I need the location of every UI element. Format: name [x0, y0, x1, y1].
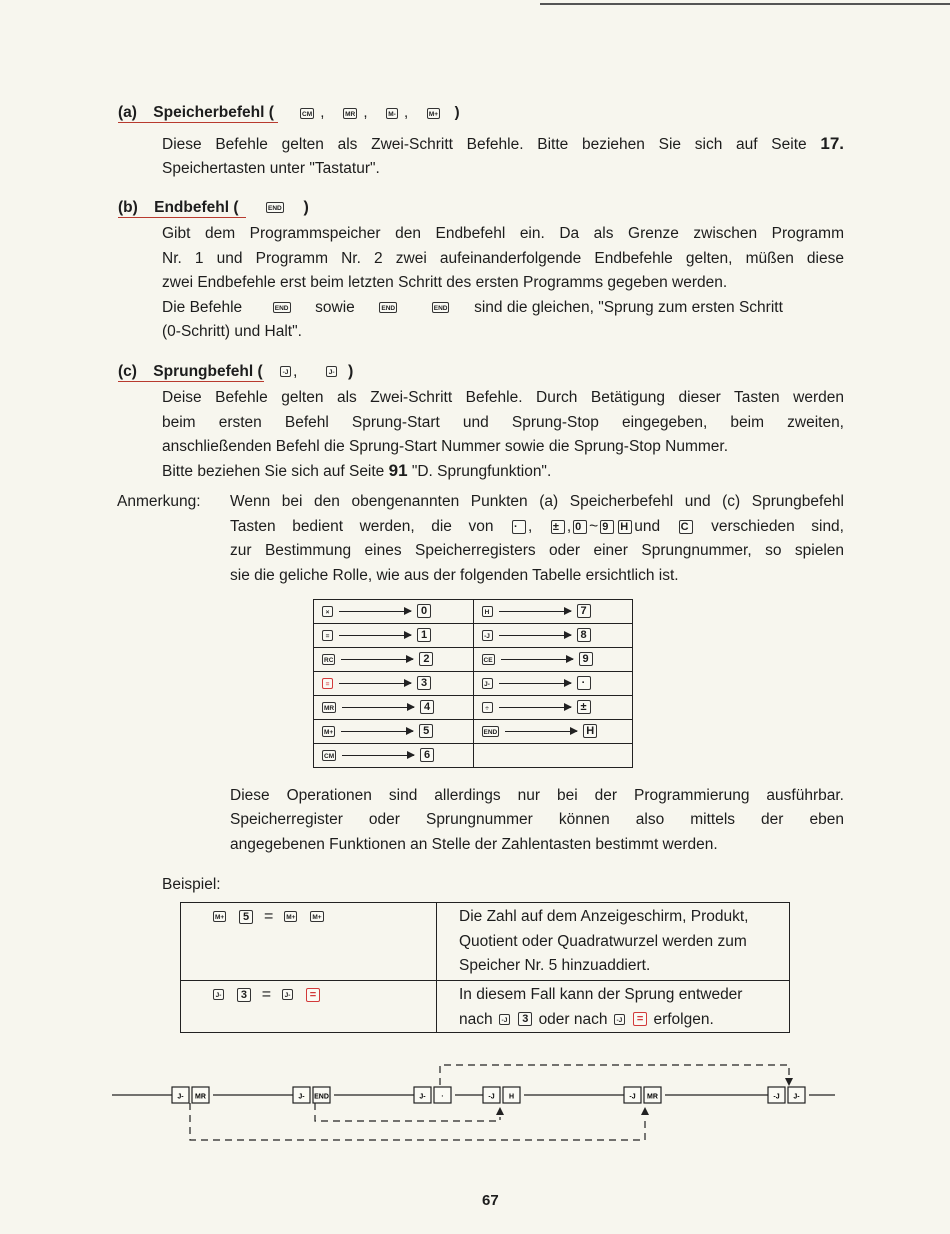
section-b-keys: [264, 199, 309, 217]
flow-key-label: END: [314, 1093, 329, 1101]
key-end: END: [273, 302, 291, 313]
note-line2-comma: ,: [566, 518, 572, 535]
left-mapping-cell: [314, 696, 474, 720]
section-b-title: Endbefehl (: [154, 199, 239, 216]
equals-sign: =: [264, 908, 274, 925]
section-a-label: (a): [118, 104, 137, 121]
key-m-plus: M+: [310, 911, 323, 922]
note-line2-und: und: [634, 518, 661, 535]
note-line3: zur Bestimmung eines Speicherregisters oder einer Sprungnummer, so spielen: [230, 542, 844, 559]
mapping-from-key: =: [322, 678, 333, 689]
mapping-from-key: MR: [322, 702, 336, 713]
mapping-to-key: 9: [579, 652, 593, 666]
section-b-line1: Gibt dem Programmspeicher den Endbefehl ein. Da als Grenze zwischen Programm: [162, 225, 844, 242]
mapping-to-key: 8: [577, 628, 591, 642]
flow-key-label: J-: [793, 1093, 800, 1101]
section-b-line4-b: sowie: [315, 299, 355, 316]
mapping-from-key: M+: [322, 726, 335, 737]
note-line2: Tasten bedient werden, die von · , ± , 0 ~ 9 H und C verschieden sind,: [230, 518, 844, 535]
section-c-line4-a: Bitte beziehen Sie sich auf Seite: [162, 463, 385, 480]
mapping-to-key: 1: [417, 628, 431, 642]
mapping-from-key: ×: [322, 606, 333, 617]
flow-key-label: MR: [647, 1093, 658, 1101]
note-line1: Wenn bei den obengenannten Punkten (a) Speicherbefehl und (c) Sprungbefehl: [230, 493, 844, 510]
flow-key-label: MR: [195, 1093, 206, 1101]
mapping-from-key: CM: [322, 750, 336, 761]
section-c-line4: [162, 459, 551, 485]
mapping-to-key: 4: [420, 700, 434, 714]
example-keys-cell: [181, 981, 437, 1033]
arrow-icon: [339, 683, 411, 684]
key-jump-stop: J-: [213, 989, 224, 1000]
example-row1-line3: Speicher Nr. 5 hinzuaddiert.: [459, 957, 651, 974]
right-mapping-cell: [473, 744, 633, 768]
left-mapping-cell: [314, 648, 474, 672]
left-mapping-cell: [314, 672, 474, 696]
note-line2-a: Tasten bedient werden, die von: [230, 518, 494, 535]
section-a-text: Diese Befehle gelten als Zwei-Schritt Befehle. Bitte beziehen Sie sich auf Seite: [162, 136, 807, 153]
key-cm: CM: [300, 108, 314, 119]
note-line2-comma: ,: [527, 518, 533, 535]
example-table: [180, 902, 790, 1033]
mapping-from-key: CE: [482, 654, 495, 665]
mapping-row: [314, 624, 633, 648]
mapping-from-key: ÷: [482, 702, 493, 713]
flow-key-label: J-: [419, 1093, 426, 1101]
flow-key-label: H: [508, 1093, 515, 1101]
mapping-from-key: H: [482, 606, 493, 617]
arrow-icon: [499, 611, 571, 612]
arrow-icon: [341, 659, 413, 660]
left-mapping-cell: [314, 720, 474, 744]
section-c-line4-b: "D. Sprungfunktion".: [411, 463, 552, 480]
right-mapping-cell: [473, 696, 633, 720]
key-jump-start: -J: [499, 1014, 510, 1025]
mapping-from-key: -J: [482, 630, 493, 641]
arrow-icon: [339, 611, 411, 612]
right-mapping-cell: [473, 600, 633, 624]
section-b-line2: Nr. 1 und Programm Nr. 2 zwei aufeinanderfolgende Endbefehle gelten, müßen diese: [162, 250, 844, 267]
example-keys-cell: [181, 903, 437, 981]
mapping-row: [314, 744, 633, 768]
section-c-heading: [118, 363, 264, 382]
example-row: [181, 981, 790, 1033]
key-mr: MR: [343, 108, 357, 119]
section-a-keys: CM , MR , M- , M+ ): [302, 104, 460, 121]
key-h: H: [618, 520, 632, 534]
mapping-to-key: H: [583, 724, 597, 738]
note-label: Anmerkung:: [117, 493, 201, 510]
example-label: Beispiel:: [162, 876, 221, 893]
section-a-line1: [162, 132, 844, 158]
example-row2-erfolgen: erfolgen.: [653, 1010, 714, 1028]
key-three: 3: [518, 1012, 532, 1026]
arrow-icon: [499, 683, 571, 684]
mapping-row: [314, 672, 633, 696]
key-end: END: [432, 302, 450, 313]
mapping-row: [314, 648, 633, 672]
example-row1-line2: Quotient oder Quadratwurzel werden zum: [459, 932, 747, 950]
mapping-from-key: J-: [482, 678, 493, 689]
key-jump-start: -J: [280, 366, 291, 377]
right-mapping-cell: [473, 720, 633, 744]
after-line1: Diese Operationen sind allerdings nur bei der Programmierung ausführbar.: [230, 787, 844, 804]
example-text-cell: [437, 903, 790, 981]
flow-key-label: J-: [177, 1093, 184, 1101]
right-mapping-cell: [473, 624, 633, 648]
mapping-row: [314, 600, 633, 624]
mapping-to-key: 3: [417, 676, 431, 690]
flow-key-label: -J: [773, 1093, 780, 1101]
after-line3: angegebenen Funktionen an Stelle der Zahlentasten bestimmt werden.: [230, 836, 718, 853]
section-b-heading: [118, 199, 246, 218]
arrow-icon: [341, 731, 413, 732]
flow-key-label: ·: [441, 1093, 444, 1101]
mapping-to-key: 7: [577, 604, 591, 618]
key-plusminus: ±: [551, 520, 565, 534]
right-mapping-cell: [473, 672, 633, 696]
arrow-icon: [342, 755, 414, 756]
key-equals-red: =: [633, 1012, 647, 1026]
mapping-to-key: 2: [419, 652, 433, 666]
right-mapping-cell: [473, 648, 633, 672]
arrow-icon: [499, 635, 571, 636]
section-b-label: (b): [118, 199, 138, 216]
arrow-icon: [342, 707, 414, 708]
left-mapping-cell: [314, 744, 474, 768]
flow-key-label: -J: [488, 1093, 495, 1101]
mapping-from-key: RC: [322, 654, 335, 665]
flow-key-label: J-: [298, 1093, 305, 1101]
section-b-line4-a: Die Befehle: [162, 299, 243, 316]
section-c-keys: -J , J- ): [278, 363, 353, 381]
key-nine: 9: [600, 520, 614, 534]
mapping-to-key: 6: [420, 748, 434, 762]
key-zero: 0: [573, 520, 587, 534]
key-m-plus: M+: [427, 108, 440, 119]
note-line4: sie die geliche Rolle, wie aus der folgenden Tabelle ersichtlich ist.: [230, 567, 679, 584]
mapping-to-key: 5: [419, 724, 433, 738]
page-number: 67: [482, 1192, 499, 1209]
arrow-icon: [339, 635, 411, 636]
key-m-plus: M+: [284, 911, 297, 922]
section-c-line3: anschließenden Befehl die Sprung-Start Nummer sowie die Sprung-Stop Nummer.: [162, 438, 729, 455]
left-mapping-cell: [314, 600, 474, 624]
section-a-title: Speicherbefehl (: [153, 104, 274, 121]
mapping-from-key: END: [482, 726, 500, 737]
key-c: C: [679, 520, 693, 534]
top-rule: [540, 3, 950, 5]
key-jump-stop: J-: [326, 366, 337, 377]
section-c-page: 91: [388, 461, 408, 480]
section-a-heading: [118, 104, 278, 123]
section-b-line4-c: sind die gleichen, "Sprung zum ersten Schritt: [474, 299, 783, 316]
key-jump-start: -J: [614, 1014, 625, 1025]
section-b-line5: (0-Schritt) und Halt".: [162, 323, 302, 340]
key-end: END: [266, 202, 284, 213]
arrow-icon: [499, 707, 571, 708]
section-c-label: (c): [118, 363, 137, 380]
example-text-cell: [437, 981, 790, 1033]
arrow-icon: [505, 731, 577, 732]
flow-key-label: -J: [629, 1093, 636, 1101]
mapping-row: [314, 720, 633, 744]
mapping-to-key: ±: [577, 700, 591, 714]
example-row1-line1: Die Zahl auf dem Anzeigeschirm, Produkt,: [459, 908, 749, 925]
jump-flow-diagram: [0, 1055, 950, 1150]
key-m-minus: M-: [386, 108, 398, 119]
key-end: END: [379, 302, 397, 313]
section-a-close: ): [454, 104, 460, 121]
after-line2: Speicherregister oder Sprungnummer können also mittels der eben: [230, 811, 844, 828]
mapping-row: [314, 696, 633, 720]
section-b-close: ): [303, 199, 309, 216]
section-c-line2: beim ersten Befehl Sprung-Start und Sprung-Stop eingegeben, beim zweiten,: [162, 414, 844, 431]
mapping-to-key: ·: [577, 676, 591, 690]
section-c-line1: Deise Befehle gelten als Zwei-Schritt Befehle. Durch Betätigung dieser Tasten werden: [162, 389, 844, 406]
mapping-from-key: =: [322, 630, 333, 641]
section-b-line3: zwei Endbefehle erst beim letzten Schritt des ersten Programms gegeben werden.: [162, 274, 728, 291]
mapping-to-key: 0: [417, 604, 431, 618]
section-c-close: ): [348, 363, 354, 380]
example-row2-oder: oder nach: [538, 1010, 608, 1028]
section-c-title: Sprungbefehl (: [153, 363, 263, 380]
section-a-page: 17.: [820, 134, 845, 153]
example-row2-nach: nach: [459, 1010, 493, 1028]
left-mapping-cell: [314, 624, 474, 648]
equals-sign: =: [261, 986, 272, 1003]
key-m-plus: M+: [213, 911, 226, 922]
example-row2-line1: In diesem Fall kann der Sprung entweder: [459, 986, 743, 1003]
key-dot: ·: [512, 520, 526, 534]
arrow-icon: [501, 659, 573, 660]
section-a-line2: Speichertasten unter "Tastatur".: [162, 160, 380, 177]
key-five: 5: [239, 910, 253, 924]
example-row2-line2: [459, 1008, 789, 1033]
key-equals-red: =: [306, 988, 320, 1002]
note-line2-d: verschieden sind,: [711, 518, 844, 535]
key-mapping-table: [313, 599, 633, 768]
section-b-line4: [162, 296, 844, 321]
key-jump-stop: J-: [282, 989, 293, 1000]
key-three: 3: [237, 988, 251, 1002]
example-row: [181, 903, 790, 981]
